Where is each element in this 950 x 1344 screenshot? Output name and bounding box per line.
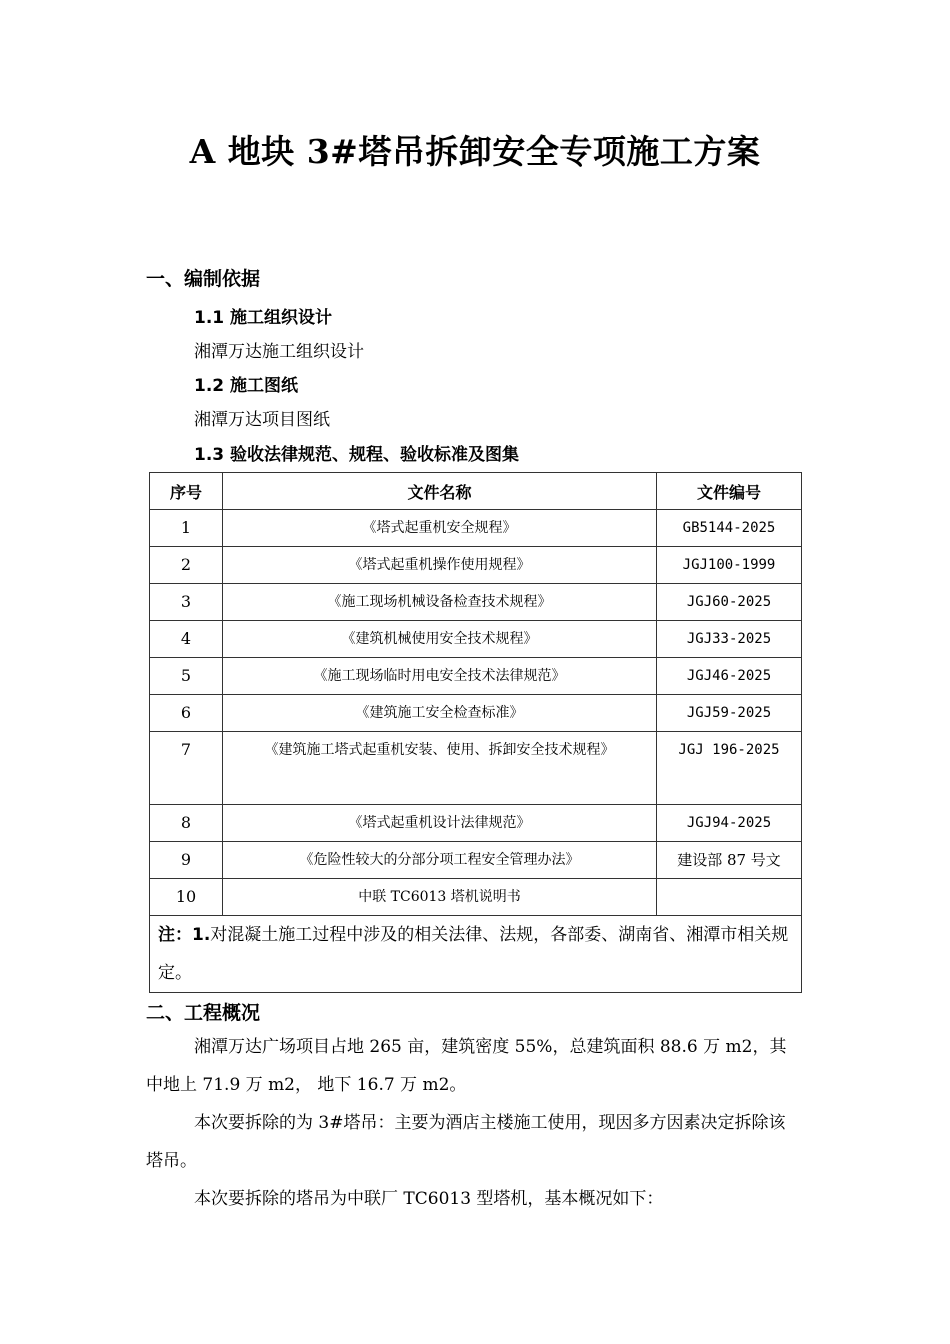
drawings-text: 湘潭万达项目图纸	[194, 410, 330, 430]
table-row	[150, 732, 802, 805]
row-name: 《施工现场机械设备检查技术规程》	[223, 584, 657, 621]
row-code: JGJ100-1999	[657, 547, 802, 584]
row-code: JGJ94-2025	[657, 805, 802, 842]
note-text: 对混凝土施工过程中涉及的相关法律、法规，各部委、湖南省、湘潭市相关规定。	[158, 925, 789, 983]
table-row	[150, 584, 802, 621]
construction-design-text: 湘潭万达施工组织设计	[194, 342, 364, 362]
row-name: 中联 TC6013 塔机说明书	[223, 879, 657, 916]
row-no: 8	[150, 805, 223, 842]
table-note	[150, 916, 802, 993]
subheading-drawings: 1.2 施工图纸	[194, 376, 299, 396]
table-row	[150, 658, 802, 695]
row-name: 《建筑施工塔式起重机安装、使用、拆卸安全技术规程》	[223, 732, 657, 805]
row-code: GB5144-2025	[657, 510, 802, 547]
overview-paragraph: 本次要拆除的为 3#塔吊：主要为酒店主楼施工使用，现因多方因素决定拆除该塔吊。	[146, 1113, 786, 1171]
row-no: 3	[150, 584, 223, 621]
row-no: 2	[150, 547, 223, 584]
table-row	[150, 695, 802, 732]
row-code: JGJ59-2025	[657, 695, 802, 732]
row-name: 《建筑机械使用安全技术规程》	[223, 621, 657, 658]
row-code: 建设部 87 号文	[657, 842, 802, 879]
header-name: 文件名称	[223, 473, 657, 510]
table-row	[150, 879, 802, 916]
section-heading-basis: 一、编制依据	[146, 268, 261, 290]
row-name: 《塔式起重机操作使用规程》	[223, 547, 657, 584]
row-code: JGJ 196-2025	[657, 732, 802, 805]
row-no: 6	[150, 695, 223, 732]
row-name: 《塔式起重机设计法律规范》	[223, 805, 657, 842]
row-code	[657, 879, 802, 916]
row-no: 10	[150, 879, 223, 916]
row-name: 《危险性较大的分部分项工程安全管理办法》	[223, 842, 657, 879]
table-note-row	[150, 916, 802, 993]
row-no: 7	[150, 732, 223, 805]
table-row	[150, 621, 802, 658]
section-heading-overview: 二、工程概况	[146, 1002, 261, 1024]
row-no: 5	[150, 658, 223, 695]
standards-table	[149, 472, 802, 993]
row-code: JGJ60-2025	[657, 584, 802, 621]
row-name: 《塔式起重机安全规程》	[223, 510, 657, 547]
document-title: A 地块 3#塔吊拆卸安全专项施工方案	[189, 132, 761, 171]
row-no: 1	[150, 510, 223, 547]
table-row	[150, 842, 802, 879]
subheading-construction-design: 1.1 施工组织设计	[194, 308, 333, 328]
table-row	[150, 510, 802, 547]
note-label: 注：1.	[158, 925, 211, 945]
table-row	[150, 547, 802, 584]
header-no: 序号	[150, 473, 223, 510]
subheading-standards: 1.3 验收法律规范、规程、验收标准及图集	[194, 445, 520, 465]
row-code: JGJ46-2025	[657, 658, 802, 695]
row-name: 《施工现场临时用电安全技术法律规范》	[223, 658, 657, 695]
overview-paragraph: 湘潭万达广场项目占地 265 亩，建筑密度 55%，总建筑面积 88.6 万 m2，其中地上 71.9 万 m2， 地下 16.7 万 m2。	[146, 1037, 787, 1095]
row-code: JGJ33-2025	[657, 621, 802, 658]
row-name: 《建筑施工安全检查标准》	[223, 695, 657, 732]
row-no: 9	[150, 842, 223, 879]
header-code: 文件编号	[657, 473, 802, 510]
table-row	[150, 805, 802, 842]
overview-paragraph: 本次要拆除的塔吊为中联厂 TC6013 型塔机，基本概况如下：	[194, 1189, 664, 1209]
row-no: 4	[150, 621, 223, 658]
table-header-row	[150, 473, 802, 510]
